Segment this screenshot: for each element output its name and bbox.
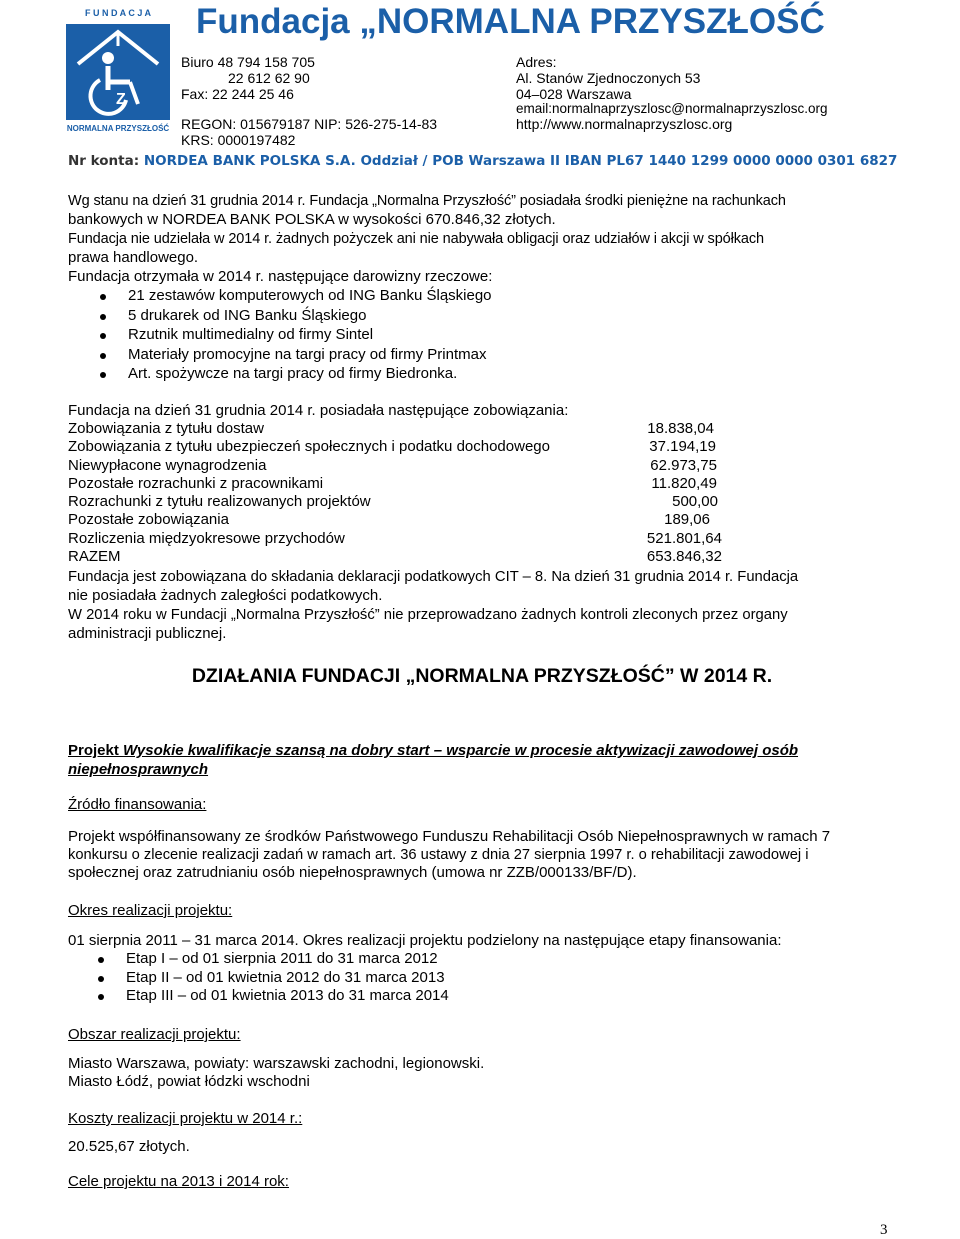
funding-heading: Źródło finansowania: — [68, 796, 207, 813]
svg-text:Z: Z — [116, 91, 126, 108]
list-item: Etap III – od 01 kwietnia 2013 do 31 marca 2014 — [98, 987, 449, 1006]
row-value: 18.838,04 — [647, 420, 714, 437]
list-item: Etap I – od 01 sierpnia 2011 do 31 marca 2012 — [98, 950, 449, 969]
project-title-line-1 — [68, 742, 798, 760]
control-line-2: administracji publicznej. — [68, 625, 227, 642]
table-row — [68, 475, 722, 493]
fax-line: Fax: 22 244 25 46 — [181, 86, 294, 102]
row-value: 521.801,64 — [646, 529, 722, 547]
liabilities-table — [68, 420, 722, 566]
tax-line-1: Fundacja jest zobowiązana do składania deklaracji podatkowych CIT – 8. Na dzień 31 grudnia 2014 r. Fundacja — [68, 569, 799, 585]
donations-list — [100, 287, 492, 385]
row-label: Pozostałe rozrachunki z pracownikami — [68, 474, 324, 492]
area-line-2: Miasto Łódź, powiat łódzki wschodni — [68, 1073, 310, 1090]
row-label: Zobowiązania z tytułu dostaw — [68, 420, 264, 437]
funding-line-1: Projekt współfinansowany ze środków Państwowego Funduszu Rehabilitacji Osób Niepełnosprawnych w ramach 7 — [68, 828, 831, 845]
donations-heading: Fundacja otrzymała w 2014 r. następujące darowizny rzeczowe: — [68, 268, 493, 285]
goals-heading: Cele projektu na 2013 i 2014 rok: — [68, 1173, 289, 1190]
cost-heading: Koszty realizacji projektu w 2014 r.: — [68, 1110, 303, 1127]
row-label: RAZEM — [68, 548, 121, 566]
cash-paragraph-line-1: Wg stanu na dzień 31 grudnia 2014 r. Fundacja „Normalna Przyszłość” posiadała środki pieniężne na rachunkach — [68, 193, 786, 209]
row-label: Pozostałe zobowiązania — [68, 511, 229, 529]
table-row — [68, 493, 722, 511]
list-item: 5 drukarek od ING Banku Śląskiego — [100, 307, 492, 327]
row-value: 37.194,19 — [649, 438, 716, 456]
cost-value: 20.525,67 złotych. — [68, 1138, 190, 1155]
page-number: 3 — [880, 1222, 888, 1238]
row-label: Rozrachunki z tytułu realizowanych projektów — [68, 493, 371, 511]
list-item: 21 zestawów komputerowych od ING Banku Śląskiego — [100, 287, 492, 307]
table-row — [68, 530, 722, 548]
control-line-1: W 2014 roku w Fundacji „Normalna Przyszłość” nie przeprowadzano żadnych kontroli zleconych przez organy — [68, 607, 788, 623]
table-row — [68, 457, 722, 475]
project-title-line-2: niepełnosprawnych — [68, 761, 209, 778]
section-title: DZIAŁANIA FUNDACJI „NORMALNA PRZYSZŁOŚĆ” W 2014 R. — [191, 665, 773, 687]
table-row — [68, 511, 722, 529]
list-item: Rzutnik multimedialny od firmy Sintel — [100, 326, 492, 346]
logo-top-text: F U N D A C J A — [84, 8, 151, 18]
project-title: Wysokie kwalifikacje szansą na dobry start – wsparcie w procesie aktywizacji zawodowej osób — [123, 742, 799, 759]
list-item: Etap II – od 01 kwietnia 2012 do 31 marca 2013 — [98, 969, 449, 988]
page-title: Fundacja „NORMALNA PRZYSZŁOŚĆ — [196, 2, 825, 41]
table-row — [68, 548, 722, 566]
address-label: Adres: — [516, 54, 557, 70]
row-value: 500,00 — [672, 493, 718, 511]
cash-paragraph-line-2: bankowych w NORDEA BANK POLSKA w wysokości 670.846,32 złotych. — [68, 211, 556, 228]
regon-nip-line: REGON: 015679187 NIP: 526-275-14-83 — [181, 116, 438, 132]
area-line-1: Miasto Warszawa, powiaty: warszawski zachodni, legionowski. — [68, 1055, 485, 1072]
account-label: Nr konta: — [68, 153, 144, 169]
list-item: Materiały promocyjne na targi pracy od firmy Printmax — [100, 346, 492, 366]
phone-line-2: 22 612 62 90 — [228, 70, 310, 86]
liabilities-heading: Fundacja na dzień 31 grudnia 2014 r. posiadała następujące zobowiązania: — [68, 402, 569, 419]
address-street: Al. Stanów Zjednoczonych 53 — [516, 70, 701, 86]
project-label: Projekt — [68, 742, 124, 759]
list-item: Art. spożywcze na targi pracy od firmy Biedronka. — [100, 365, 492, 385]
phone-line-1: Biuro 48 794 158 705 — [181, 54, 315, 70]
table-row — [68, 420, 722, 438]
address-city: 04–028 Warszawa — [516, 86, 632, 102]
row-label: Niewypłacone wynagrodzenia — [68, 456, 267, 474]
loans-paragraph-line-2: prawa handlowego. — [68, 249, 199, 266]
logo-wheelchair-icon — [66, 24, 170, 120]
website-link[interactable]: http://www.normalnaprzyszlosc.org — [516, 116, 733, 132]
table-row — [68, 438, 722, 456]
logo-bottom-text: NORMALNA PRZYSZŁOŚĆ — [66, 124, 170, 133]
funding-line-3: społecznej oraz zatrudnianiu osób niepełnosprawnych (umowa nr ZZB/000133/BF/D). — [68, 864, 637, 881]
area-heading: Obszar realizacji projektu: — [68, 1026, 241, 1043]
period-text: 01 sierpnia 2011 – 31 marca 2014. Okres realizacji projektu podzielony na następujące etapy finansowania: — [68, 932, 782, 949]
foundation-logo — [64, 8, 172, 138]
bank-account-line — [68, 153, 897, 169]
funding-line-2: konkursu o zlecenie realizacji zadań w ramach art. 36 ustawy z dnia 27 sierpnia 1997 r. o rehabilitacji zawodowej i — [68, 847, 809, 863]
stages-list — [98, 950, 449, 1006]
loans-paragraph-line-1: Fundacja nie udzielała w 2014 r. żadnych pożyczek ani nie nabywała obligacji oraz udziałów i akcji w spółkach — [68, 231, 764, 247]
row-value: 653.846,32 — [646, 548, 722, 566]
row-label: Rozliczenia międzyokresowe przychodów — [68, 529, 345, 547]
row-value: 11.820,49 — [651, 474, 717, 492]
row-value: 189,06 — [664, 511, 710, 529]
tax-line-2: nie posiadała żadnych zaległości podatkowych. — [68, 587, 383, 604]
krs-line: KRS: 0000197482 — [181, 132, 296, 148]
period-heading: Okres realizacji projektu: — [68, 902, 233, 919]
row-value: 62.973,75 — [650, 456, 717, 474]
row-label: Zobowiązania z tytułu ubezpieczeń społecznych i podatku dochodowego — [68, 438, 550, 456]
account-value: NORDEA BANK POLSKA S.A. Oddział / POB Warszawa II IBAN PL67 1440 1299 0000 0000 0301 6827 — [143, 153, 898, 169]
email-line[interactable]: email:normalnaprzyszlosc@normalnaprzyszlosc.org — [516, 101, 828, 116]
